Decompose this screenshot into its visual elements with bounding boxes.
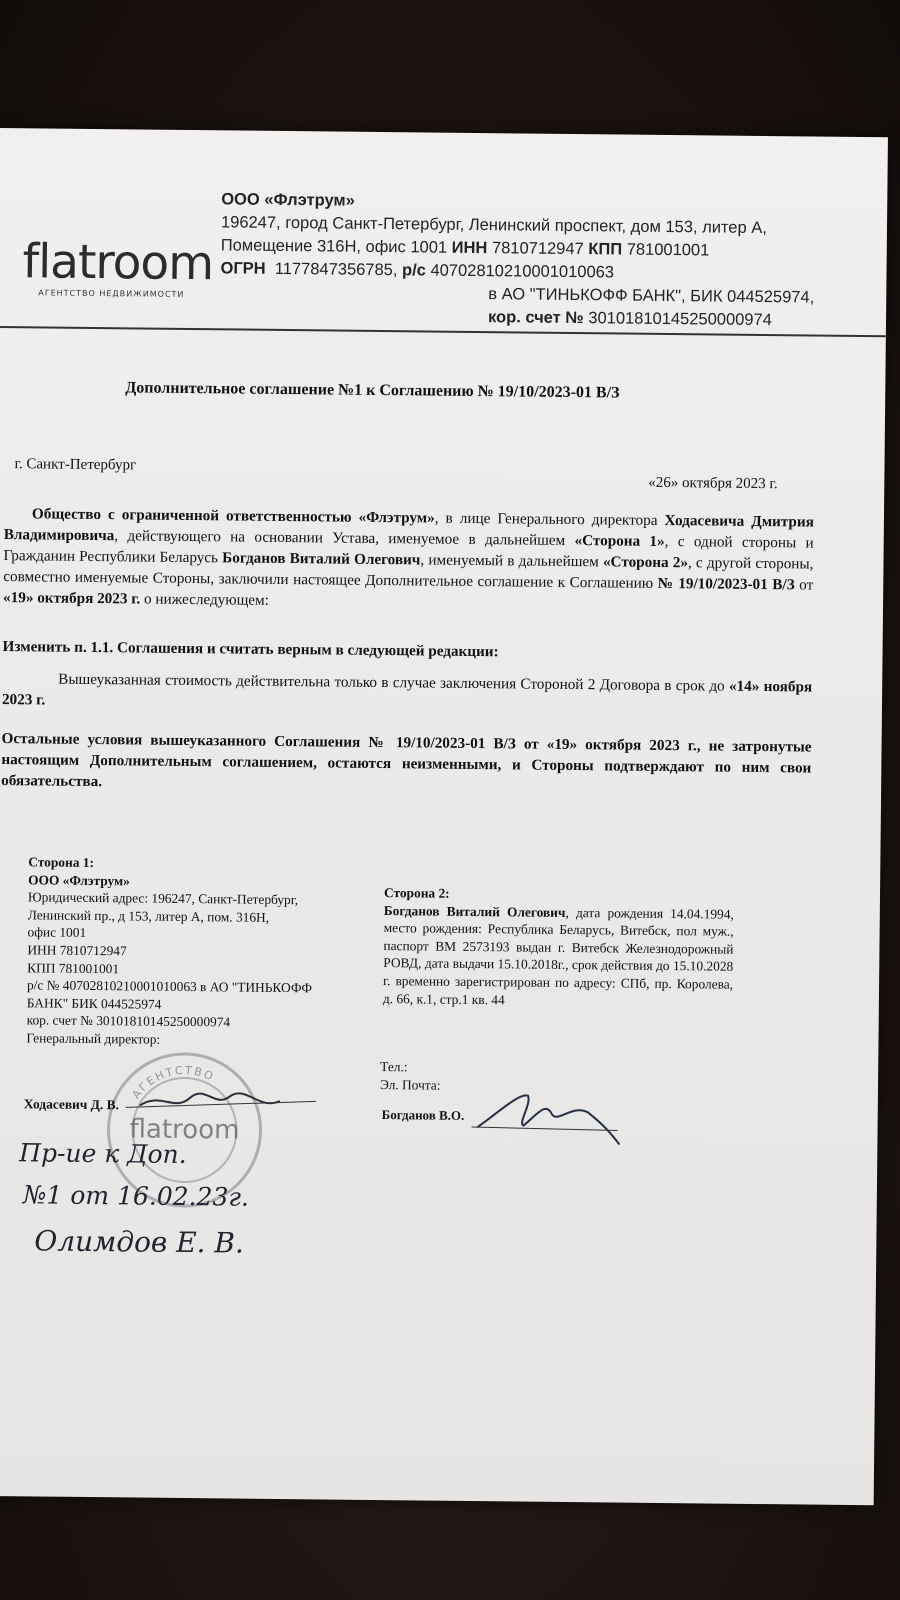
p1-citizen: Богданов Виталий Олегович [222,549,421,569]
p1-text-8: , именуемый в дальнейшем [420,551,604,571]
kor-label: кор. счет № [487,308,584,328]
party-1-line: офис 1001 [27,924,87,941]
party-1-line: Генеральный директор: [26,1030,161,1047]
p1-text-12: от [799,576,814,594]
document-title: Дополнительное соглашение №1 к Соглашению № 19/10/2023-01 В/З [125,379,620,402]
party-2-signatory: Богданов В.О. [381,1107,465,1123]
p1-text-6: , с одной стороны и Гражданин Республики Беларусь [3,532,814,567]
ogrn-label: ОГРН [220,259,266,278]
p1-text-2: , в лице Генерального директора [434,509,665,529]
party-2-contacts [380,1058,441,1095]
address-line-2: Помещение 316Н, офис 1001 [220,236,448,257]
party-1-line: Юридический адрес: 196247, Санкт-Петербург, [27,889,299,908]
party-1-line: КПП 781001001 [27,959,120,976]
ogrn-value: 1177847356785, [274,259,398,280]
letterhead-details [220,188,815,332]
p1-agreement-no: № 19/10/2023-01 В/З [657,574,800,594]
kor-account [220,303,814,332]
bank-line: в АО "ТИНЬКОФФ БАНК", БИК 044525974, [488,285,815,307]
party-1-line: ИНН 7810712947 [27,942,127,959]
handwritten-name: Олимдов Е. В. [34,1224,245,1260]
company-name: ООО «Флэтрум» [221,190,355,210]
kpp-value: 781001001 [626,240,710,260]
amendment-text [2,668,812,718]
party-1-line: кор. счет № 30101810145250000974 [26,1012,231,1030]
inn-value: 7810712947 [491,239,584,259]
party-1-signatory: Ходасевич Д. В. [23,1096,119,1113]
rs-label: р/с [401,261,427,280]
party-1-heading: Сторона 1: [28,854,95,871]
rs-value: 40702810210001010063 [430,261,615,282]
p1-director: Ходасевича Дмитрия Владимировича [3,511,814,545]
kor-value: 30101810145250000974 [588,309,772,330]
p3-text: Вышеуказанная стоимость действительна только в случае заключения Стороной 2 Договора в срок до [58,670,730,695]
p1-company: Общество с ограниченной ответственностью «Флэтрум» [31,505,435,527]
p1-party-1: «Сторона 1» [574,532,665,550]
closing-paragraph: Остальные условия вышеуказанного Соглашения № 19/10/2023-01 В/З от «19» октября 2023 г., не затронутые настоящим Дополнительным соглашением, остаются неизменными, и Стороны подтверждают по ним свои обязательства. [1,730,812,791]
party-1-line: БАНК" БИК 044525974 [26,995,162,1012]
p3-deadline: «14» ноября 2023 г. [1,677,813,709]
city: г. Санкт-Петербург [14,456,137,474]
email-label: Эл. Почта: [379,1077,441,1093]
company-logo [22,234,214,299]
handwritten-note-1: Пр-ие к Доп. [19,1138,187,1170]
phone-label: Тел.: [380,1059,408,1075]
inn-label: ИНН [451,238,488,258]
p1-text-10: , с другой стороны, совместно именуемые Стороны, заключили настоящее Дополнительное соглашение к Соглашению [3,554,814,592]
logo-subtitle: АГЕНТСТВО НЕДВИЖИМОСТИ [38,288,185,299]
handwritten-note-2: №1 от 16.02.23г. [22,1180,250,1212]
p1-text-4: , действующего на основании Устава, именуемое в дальнейшем [114,527,575,550]
document-page [0,128,888,1505]
p1-party-2: «Сторона 2» [602,553,689,572]
party-1-line: р/с № 40702810210001010063 в АО "ТИНЬКОФФ [26,977,313,996]
preamble-paragraph [3,503,814,616]
logo-wordmark: flatroom [22,234,214,292]
kpp-label: КПП [588,240,623,259]
party-2-heading: Сторона 2: [383,885,450,901]
party-2-details: , дата рождения 14.04.1994, место рождения: Республика Беларусь, Витебск, пол муж., паспорт ВМ 2573193 выдан г. Витебск Железнодорожный РОВД, дата выдачи 15.10.2018г., срок действия до 15.10.2028 г. временно зарегистрирован по адресу: СПб, пр. Королева, д. 66, к.1, стр.1 кв. 44 [382,904,734,1007]
p1-agreement-date: «19» октября 2023 г. [2,589,141,608]
party-1-line: Ленинский пр., д 153, литер А, пом. 316Н, [27,907,270,925]
amendment-heading: Изменить п. 1.1. Соглашения и считать верным в следующей редакции: [2,638,499,661]
address-line-1: 196247, город Санкт-Петербург, Ленинский проспект, дом 153, литер А, [220,213,767,238]
director-signature [120,1081,320,1123]
party-1-block [26,853,373,1050]
client-signature [467,1083,628,1155]
party-1-company: ООО «Флэтрум» [28,871,130,888]
stamp-ring-text: АГЕНТСТВО [129,1063,217,1102]
party-2-block [383,884,734,1011]
p1-text-14: о нижеследующем: [140,590,270,609]
document-date: «26» октября 2023 г. [648,474,778,493]
stamp-center-text: flatroom [129,1114,240,1146]
party-2-name: Богданов Виталий Олегович [383,902,566,920]
